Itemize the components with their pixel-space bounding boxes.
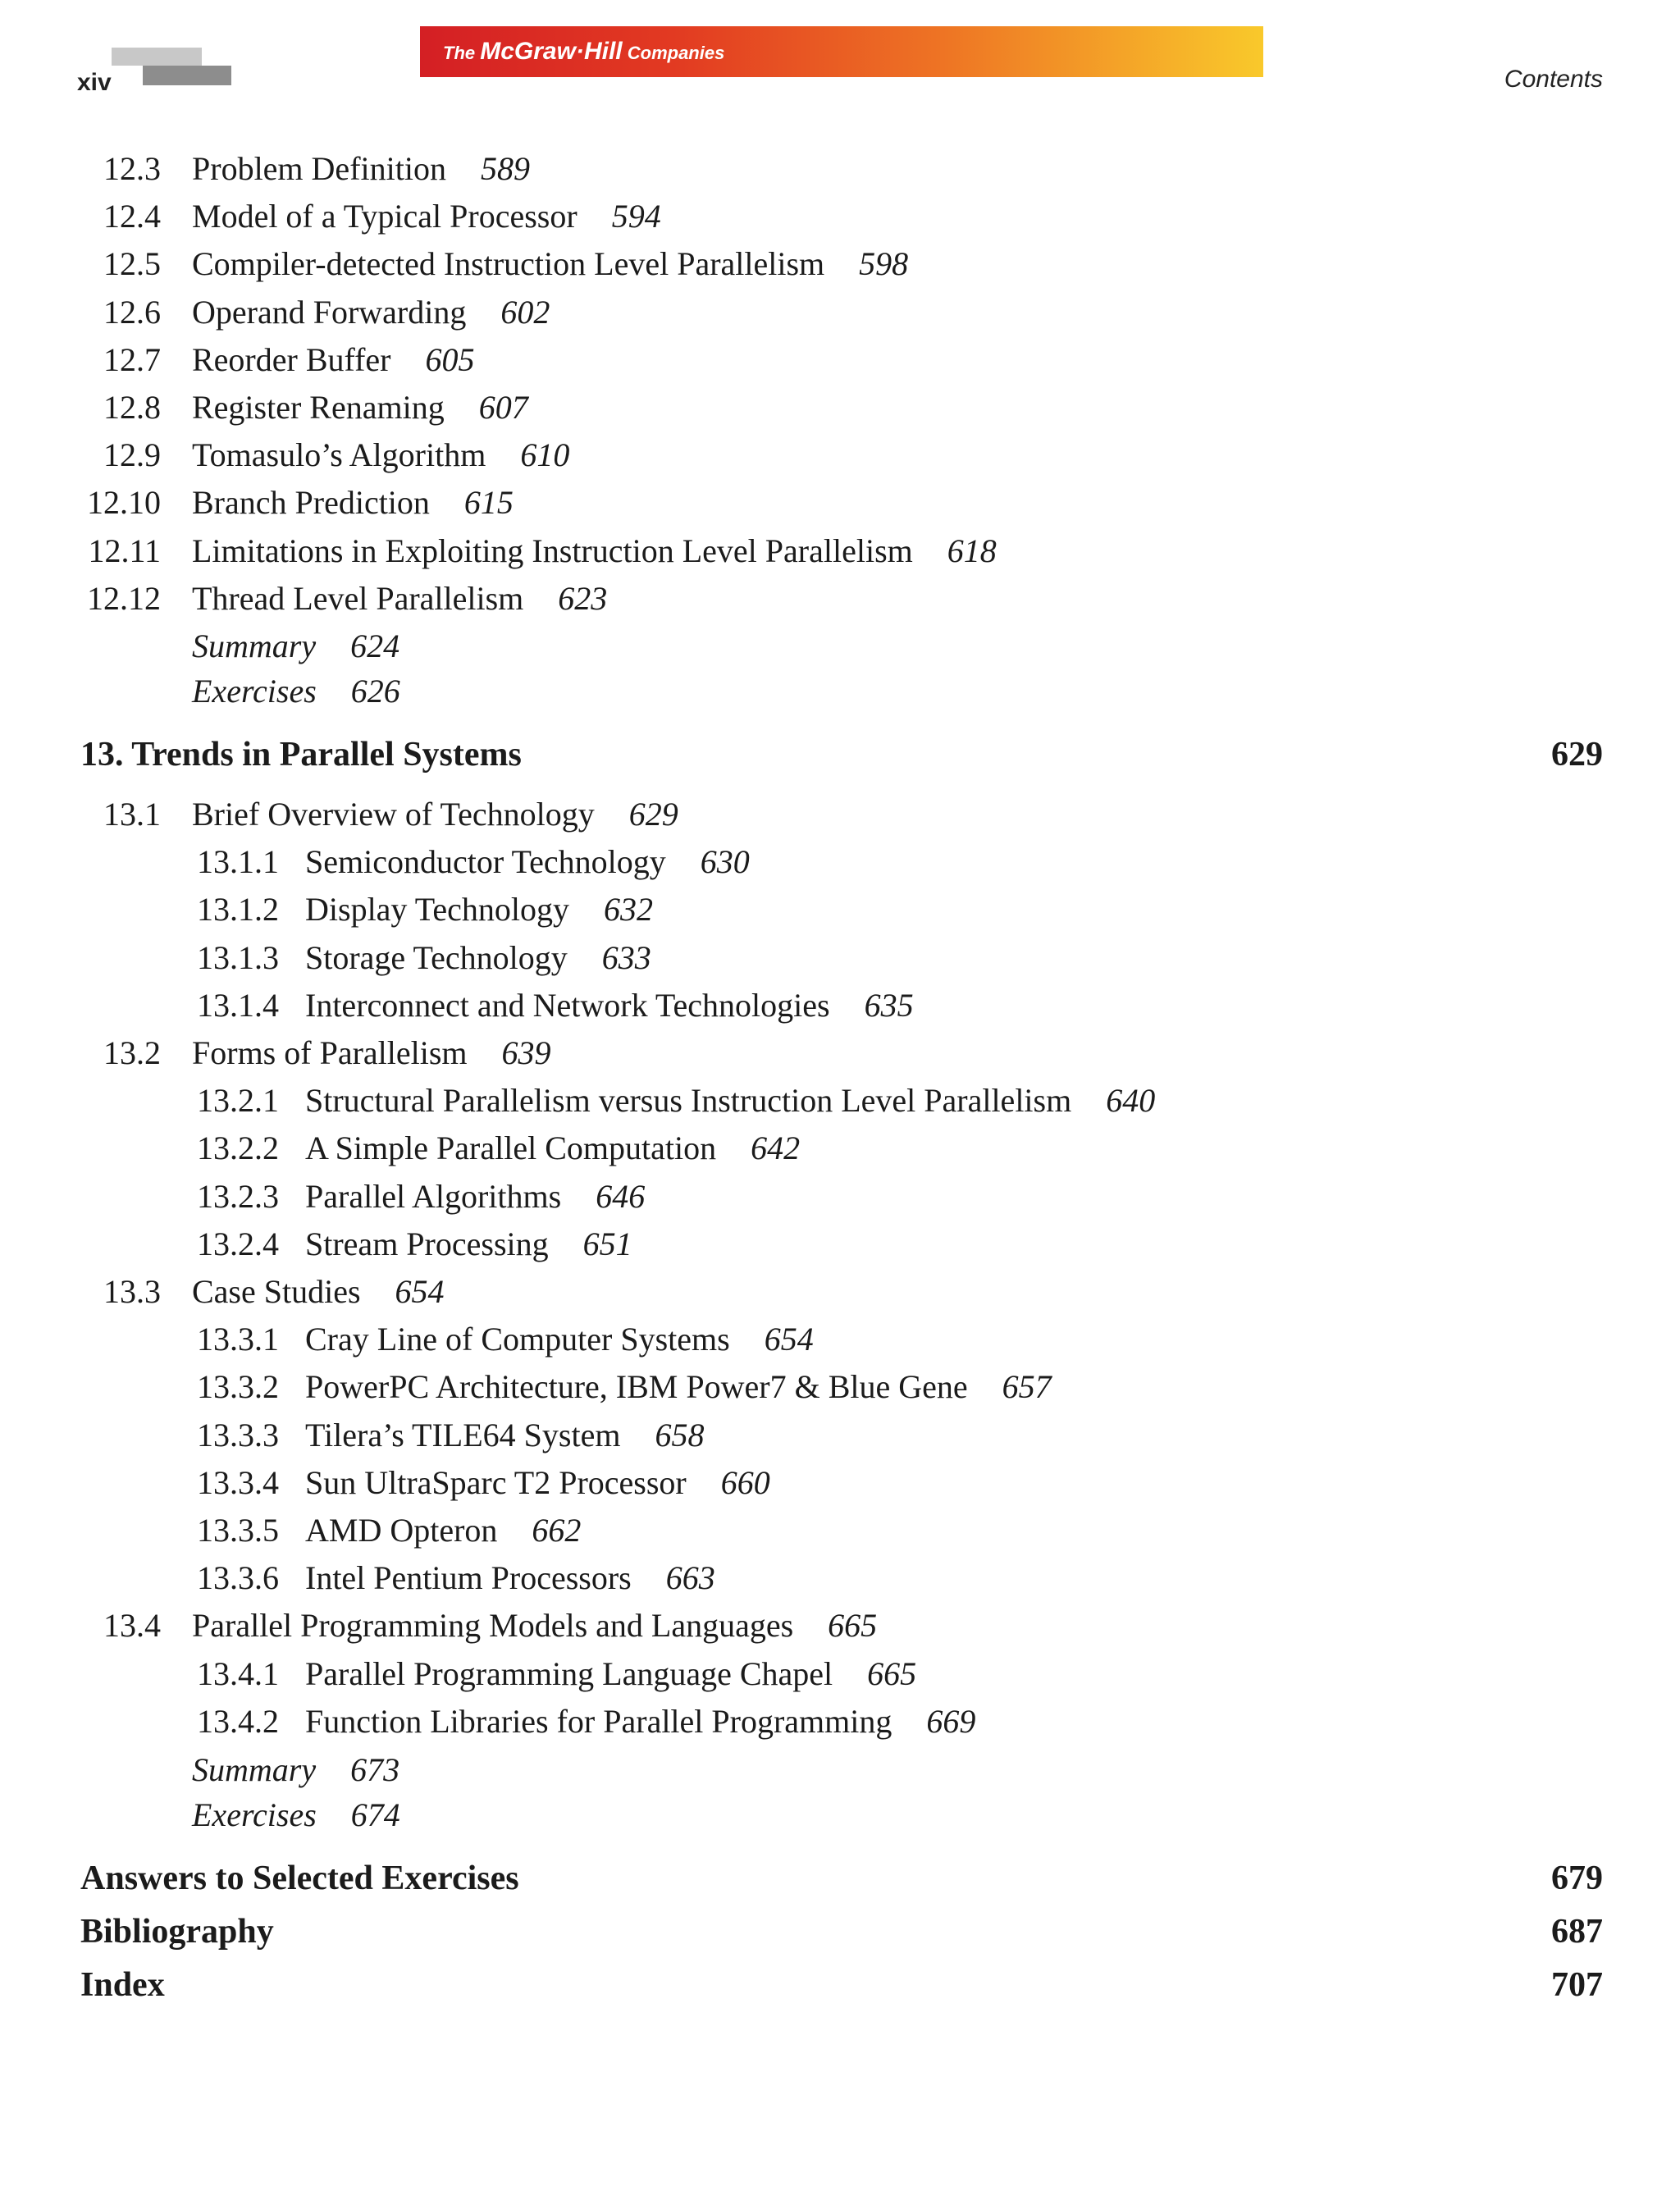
entry-title: Structural Parallelism versus Instruction Level Parallelism: [305, 1082, 1072, 1120]
entry-page-number: 660: [720, 1463, 770, 1501]
entry-page-number: 589: [480, 150, 530, 187]
entry-page-number: 658: [655, 1416, 705, 1453]
chapter-title: Answers to Selected Exercises: [80, 1860, 519, 1897]
page-number: xiv: [77, 69, 112, 96]
toc-section-entry[interactable]: [0, 578, 1680, 619]
entry-title-group: [192, 292, 550, 333]
entry-title-group: [192, 626, 399, 667]
entry-page-number: 618: [947, 532, 997, 569]
entry-title-group: [192, 531, 997, 572]
entry-title-group: [192, 340, 475, 381]
entry-title-group: [192, 244, 908, 285]
entry-page-number: 602: [500, 293, 550, 331]
entry-title-group: [305, 1510, 581, 1551]
toc-subsection-entry[interactable]: [0, 1510, 1680, 1551]
toc-chapter-heading[interactable]: [80, 732, 1603, 777]
entry-title: Stream Processing: [305, 1225, 549, 1262]
entry-title-group: [305, 1463, 770, 1504]
toc-section-entry[interactable]: [0, 435, 1680, 476]
toc-section-entry[interactable]: [0, 1605, 1680, 1646]
toc-section-entry[interactable]: [0, 482, 1680, 523]
entry-title-group: [305, 842, 750, 883]
entry-title: A Simple Parallel Computation: [305, 1129, 717, 1167]
entry-page-number: 642: [751, 1129, 801, 1167]
section-number: 13.1.1: [197, 843, 279, 881]
toc-section-entry[interactable]: [0, 340, 1680, 381]
entry-title: Register Renaming: [192, 389, 445, 426]
toc-subsection-entry[interactable]: [0, 1224, 1680, 1265]
entry-title-group: [192, 794, 678, 835]
entry-page-number: 632: [603, 891, 653, 929]
toc-subsection-entry[interactable]: [0, 1701, 1680, 1742]
entry-page-number: 633: [601, 938, 651, 976]
toc-subsection-entry[interactable]: [0, 1463, 1680, 1504]
entry-title-group: [305, 1367, 1052, 1408]
entry-title: Exercises: [192, 673, 317, 710]
entry-title-group: [192, 196, 661, 237]
entry-title: AMD Opteron: [305, 1512, 498, 1549]
section-number: 13.3.4: [197, 1463, 279, 1501]
section-number: 12.6: [103, 293, 161, 331]
section-number: 13.4.1: [197, 1654, 279, 1692]
section-number: 12.3: [103, 150, 161, 187]
toc-subsection-entry[interactable]: [0, 938, 1680, 979]
entry-title-group: [305, 1080, 1155, 1121]
entry-page-number: 674: [350, 1796, 400, 1833]
entry-page-number: 594: [611, 198, 661, 235]
toc-subsection-entry[interactable]: [0, 1558, 1680, 1599]
toc-subsection-entry[interactable]: [0, 1415, 1680, 1456]
entry-page-number: 626: [350, 673, 400, 710]
entry-title-group: [192, 1033, 551, 1074]
entry-title: Semiconductor Technology: [305, 843, 666, 881]
section-number: 12.8: [103, 389, 161, 426]
section-number: 13.3.1: [197, 1321, 279, 1358]
toc-subsection-entry[interactable]: [0, 1128, 1680, 1169]
entry-page-number: 673: [350, 1751, 400, 1788]
toc-subsection-entry[interactable]: [0, 842, 1680, 883]
chapter-page-number: 629: [1551, 736, 1603, 773]
entry-page-number: 663: [665, 1559, 715, 1597]
toc-section-entry[interactable]: [0, 1033, 1680, 1074]
entry-page-number: 669: [926, 1702, 976, 1740]
entry-title: Parallel Algorithms: [305, 1177, 562, 1215]
entry-page-number: 605: [425, 340, 475, 378]
entry-title: Summary: [192, 627, 317, 664]
entry-title-group: [305, 938, 651, 979]
chapter-page-number: 687: [1551, 1913, 1603, 1951]
section-number: 13.3: [103, 1273, 161, 1310]
entry-title: Parallel Programming Models and Languages: [192, 1607, 794, 1645]
entry-page-number: 651: [582, 1225, 632, 1262]
entry-title-group: [305, 1558, 715, 1599]
entry-title-group: [305, 889, 653, 930]
toc-subsection-entry[interactable]: [0, 1080, 1680, 1121]
entry-title-group: [305, 1319, 814, 1360]
section-number: 13.2.1: [197, 1082, 279, 1120]
toc-endmatter-entry[interactable]: [0, 1795, 1680, 1836]
entry-title: Operand Forwarding: [192, 293, 467, 331]
entry-page-number: 654: [395, 1273, 445, 1310]
toc-section-entry[interactable]: [0, 1271, 1680, 1312]
chapter-title: Index: [80, 1966, 165, 2004]
entry-page-number: 630: [700, 843, 750, 881]
entry-page-number: 635: [864, 986, 914, 1024]
entry-page-number: 615: [463, 484, 514, 522]
entry-title-group: [192, 435, 569, 476]
entry-title: Compiler-detected Instruction Level Parallelism: [192, 245, 825, 283]
toc-section-entry[interactable]: [0, 794, 1680, 835]
section-number: 13.2.4: [197, 1225, 279, 1262]
entry-title-group: [192, 387, 528, 428]
section-number: 13.4: [103, 1607, 161, 1645]
publisher-name: McGraw·Hill: [480, 38, 623, 65]
publisher-suffix: Companies: [627, 43, 725, 63]
entry-title: Exercises: [192, 1796, 317, 1833]
toc-section-entry[interactable]: [0, 531, 1680, 572]
running-head: Contents: [1504, 66, 1603, 93]
entry-title-group: [192, 1795, 400, 1836]
chapter-title: 13. Trends in Parallel Systems: [80, 736, 522, 773]
entry-page-number: 665: [828, 1607, 878, 1645]
toc-endmatter-entry[interactable]: [0, 1750, 1680, 1791]
entry-title: Tilera’s TILE64 System: [305, 1416, 621, 1453]
entry-page-number: 639: [501, 1034, 551, 1071]
toc-section-entry[interactable]: [0, 148, 1680, 189]
entry-title: PowerPC Architecture, IBM Power7 & Blue Gene: [305, 1368, 968, 1406]
toc-backmatter-heading[interactable]: [80, 1910, 1603, 1954]
entry-page-number: 610: [520, 436, 570, 474]
toc-subsection-entry[interactable]: [0, 985, 1680, 1026]
section-number: 12.12: [87, 579, 161, 617]
section-number: 13.1.3: [197, 938, 279, 976]
toc-subsection-entry[interactable]: [0, 1176, 1680, 1217]
entry-title: Thread Level Parallelism: [192, 579, 524, 617]
entry-title: Brief Overview of Technology: [192, 796, 595, 833]
entry-title-group: [305, 1176, 645, 1217]
entry-title: Interconnect and Network Technologies: [305, 986, 830, 1024]
entry-title-group: [192, 482, 514, 523]
section-number: 12.7: [103, 340, 161, 378]
entry-page-number: 646: [596, 1177, 646, 1215]
entry-title: Reorder Buffer: [192, 340, 391, 378]
section-number: 13.2: [103, 1034, 161, 1071]
section-number: 13.3.5: [197, 1512, 279, 1549]
entry-page-number: 654: [764, 1321, 814, 1358]
section-number: 12.9: [103, 436, 161, 474]
toc-section-entry[interactable]: [0, 387, 1680, 428]
entry-title: Storage Technology: [305, 938, 568, 976]
entry-page-number: 629: [628, 796, 678, 833]
toc-section-entry[interactable]: [0, 196, 1680, 237]
toc-backmatter-heading[interactable]: [80, 1963, 1603, 2007]
entry-page-number: 665: [867, 1654, 917, 1692]
toc-subsection-entry[interactable]: [0, 1319, 1680, 1360]
entry-page-number: 657: [1002, 1368, 1052, 1406]
toc-section-entry[interactable]: [0, 292, 1680, 333]
entry-title: Display Technology: [305, 891, 569, 929]
toc-subsection-entry[interactable]: [0, 1367, 1680, 1408]
section-number: 12.5: [103, 245, 161, 283]
section-number: 13.2.3: [197, 1177, 279, 1215]
entry-title: Parallel Programming Language Chapel: [305, 1654, 833, 1692]
entry-title: Intel Pentium Processors: [305, 1559, 632, 1597]
toc-subsection-entry[interactable]: [0, 889, 1680, 930]
chapter-page-number: 679: [1551, 1860, 1603, 1897]
toc-subsection-entry[interactable]: [0, 1654, 1680, 1695]
entry-title-group: [305, 1415, 704, 1456]
entry-title: Summary: [192, 1751, 317, 1788]
entry-title: Function Libraries for Parallel Programming: [305, 1702, 892, 1740]
entry-title: Limitations in Exploiting Instruction Level Parallelism: [192, 532, 913, 569]
entry-title: Tomasulo’s Algorithm: [192, 436, 486, 474]
entry-title-group: [305, 1128, 800, 1169]
entry-page-number: 598: [859, 245, 909, 283]
entry-title-group: [305, 1224, 632, 1265]
section-number: 13.1: [103, 796, 161, 833]
entry-title-group: [192, 1271, 445, 1312]
entry-title-group: [305, 1701, 975, 1742]
section-number: 13.1.4: [197, 986, 279, 1024]
entry-title: Cray Line of Computer Systems: [305, 1321, 730, 1358]
entry-title: Problem Definition: [192, 150, 446, 187]
section-number: 13.2.2: [197, 1129, 279, 1167]
section-number: 12.11: [88, 532, 161, 569]
publisher-prefix: The: [443, 43, 476, 63]
entry-title: Branch Prediction: [192, 484, 430, 522]
chapter-title: Bibliography: [80, 1913, 274, 1951]
entry-title: Case Studies: [192, 1273, 361, 1310]
chapter-page-number: 707: [1551, 1966, 1603, 2004]
entry-title-group: [192, 148, 530, 189]
section-number: 13.1.2: [197, 891, 279, 929]
section-number: 12.10: [87, 484, 161, 522]
entry-page-number: 640: [1106, 1082, 1156, 1120]
entry-page-number: 624: [350, 627, 400, 664]
entry-title: Model of a Typical Processor: [192, 198, 578, 235]
toc-endmatter-entry[interactable]: [0, 671, 1680, 712]
entry-page-number: 607: [478, 389, 528, 426]
entry-title-group: [192, 1750, 399, 1791]
entry-title-group: [192, 671, 400, 712]
entry-title: Forms of Parallelism: [192, 1034, 468, 1071]
section-number: 13.3.6: [197, 1559, 279, 1597]
toc-backmatter-heading[interactable]: [80, 1856, 1603, 1901]
entry-title-group: [305, 985, 914, 1026]
entry-title-group: [192, 1605, 877, 1646]
toc-endmatter-entry[interactable]: [0, 626, 1680, 667]
entry-title-group: [305, 1654, 916, 1695]
section-number: 13.3.2: [197, 1368, 279, 1406]
section-number: 13.4.2: [197, 1702, 279, 1740]
entry-title-group: [192, 578, 607, 619]
toc-section-entry[interactable]: [0, 244, 1680, 285]
entry-page-number: 623: [558, 579, 608, 617]
entry-title: Sun UltraSparc T2 Processor: [305, 1463, 687, 1501]
entry-page-number: 662: [532, 1512, 582, 1549]
section-number: 13.3.3: [197, 1416, 279, 1453]
section-number: 12.4: [103, 198, 161, 235]
